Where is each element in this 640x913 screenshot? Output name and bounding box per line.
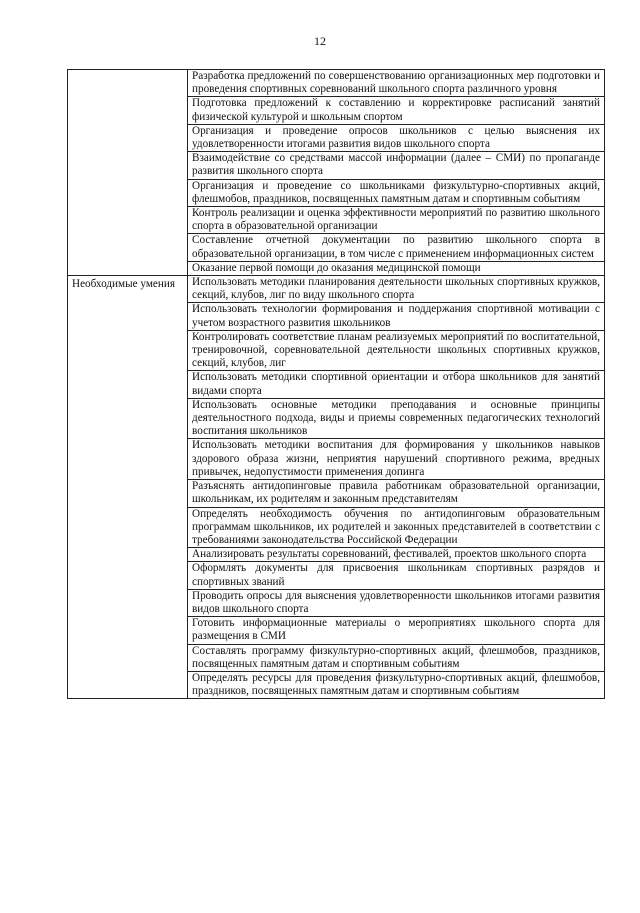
item-text: Оказание первой помощи до оказания медицинской помощи [192, 261, 481, 274]
item-text: Определять ресурсы для проведения физкультурно-спортивных акций, флешмобов, праздников, посвященных памятным датам и спортивным событиям [192, 671, 600, 698]
list-item [188, 179, 605, 206]
list-item [188, 371, 605, 398]
continuation-label-cell [68, 70, 188, 276]
item-text: Анализировать результаты соревнований, фестивалей, проектов школьного спорта [192, 548, 587, 561]
item-text: Использовать методики планирования деятельности школьных спортивных кружков, секций, клубов, лиг по виду школьного спорта [192, 276, 600, 302]
item-text: Оформлять документы для присвоения школьникам спортивных разрядов и спортивных званий [192, 562, 600, 588]
list-item [188, 303, 605, 330]
list-item [188, 398, 605, 439]
list-item [188, 589, 605, 616]
continuation-label [72, 70, 183, 72]
table-row [68, 276, 605, 303]
list-item [188, 97, 605, 124]
item-text: Разработка предложений по совершенствованию организационных мер подготовки и проведения спортивных соревнований школьного спорта различного уровня [192, 70, 600, 96]
table-row [68, 70, 605, 97]
item-text: Подготовка предложений к составлению и корректировке расписаний занятий физической культурой и школьным спортом [192, 97, 600, 123]
list-item [188, 671, 605, 698]
list-item [188, 644, 605, 671]
item-text: Взаимодействие со средствами массой информации (далее – СМИ) по пропаганде развития школьного спорта [192, 152, 600, 178]
item-text: Готовить информационные материалы о мероприятиях школьного спорта для размещения в СМИ [192, 617, 600, 643]
item-text: Организация и проведение со школьниками физкультурно-спортивных акций, флешмобов, праздников, посвященных памятным датам и спортивным событиям [192, 179, 600, 205]
list-item [188, 124, 605, 151]
list-item [188, 617, 605, 644]
list-item [188, 207, 605, 234]
list-item [188, 548, 605, 562]
list-item [188, 439, 605, 480]
item-text: Контроль реализации и оценка эффективности мероприятий по развитию школьного спорта в образовательной организации [192, 207, 600, 233]
item-text: Контролировать соответствие планам реализуемых мероприятий по воспитательной, тренировочной, соревновательной деятельности школьных спортивных кружков, секций, клубов, лиг [192, 330, 600, 370]
item-text: Организация и проведение опросов школьников с целью выяснения их удовлетворенности итогами развития видов школьного спорта [192, 124, 600, 151]
item-text: Определять необходимость обучения по антидопинговым образовательным программам школьников, их родителей и законных представителей в соответствии с требованиями законодательства Российской Федерации [192, 507, 600, 546]
item-text: Использовать методики спортивной ориентации и отбора школьников для занятий видами спорта [192, 371, 600, 397]
item-text: Составление отчетной документации по развитию школьного спорта в образовательной организации, в том числе с применением информационных систем [192, 234, 600, 260]
list-item [188, 261, 605, 275]
list-item [188, 480, 605, 507]
page-number: 12 [314, 34, 326, 48]
skills-label-cell [68, 276, 188, 699]
item-text: Использовать методики воспитания для формирования у школьников навыков здорового образа жизни, неприятия нарушений спортивного режима, вредных привычек, недопустимости применения допинга [192, 439, 600, 478]
list-item [188, 276, 605, 303]
item-text: Разъяснять антидопинговые правила работникам образовательной организации, школьникам, их родителям и законным представителям [192, 480, 600, 506]
item-text: Использовать технологии формирования и поддержания спортивной мотивации с учетом возрастного развития школьников [192, 303, 600, 329]
list-item [188, 70, 605, 97]
requirements-table [67, 69, 605, 699]
list-item [188, 562, 605, 589]
item-text: Составлять программу физкультурно-спортивных акций, флешмобов, праздников, посвященных памятным датам и спортивным событиям [192, 644, 600, 670]
item-text: Проводить опросы для выяснения удовлетворенности школьников итогами развития видов школьного спорта [192, 589, 600, 615]
list-item [188, 330, 605, 371]
list-item [188, 152, 605, 179]
list-item [188, 234, 605, 261]
skills-label: Необходимые умения [72, 278, 175, 291]
list-item [188, 507, 605, 548]
item-text: Использовать основные методики преподавания и основные принципы деятельностного подхода, виды и приемы современных педагогических технологий воспитания школьников [192, 398, 600, 438]
